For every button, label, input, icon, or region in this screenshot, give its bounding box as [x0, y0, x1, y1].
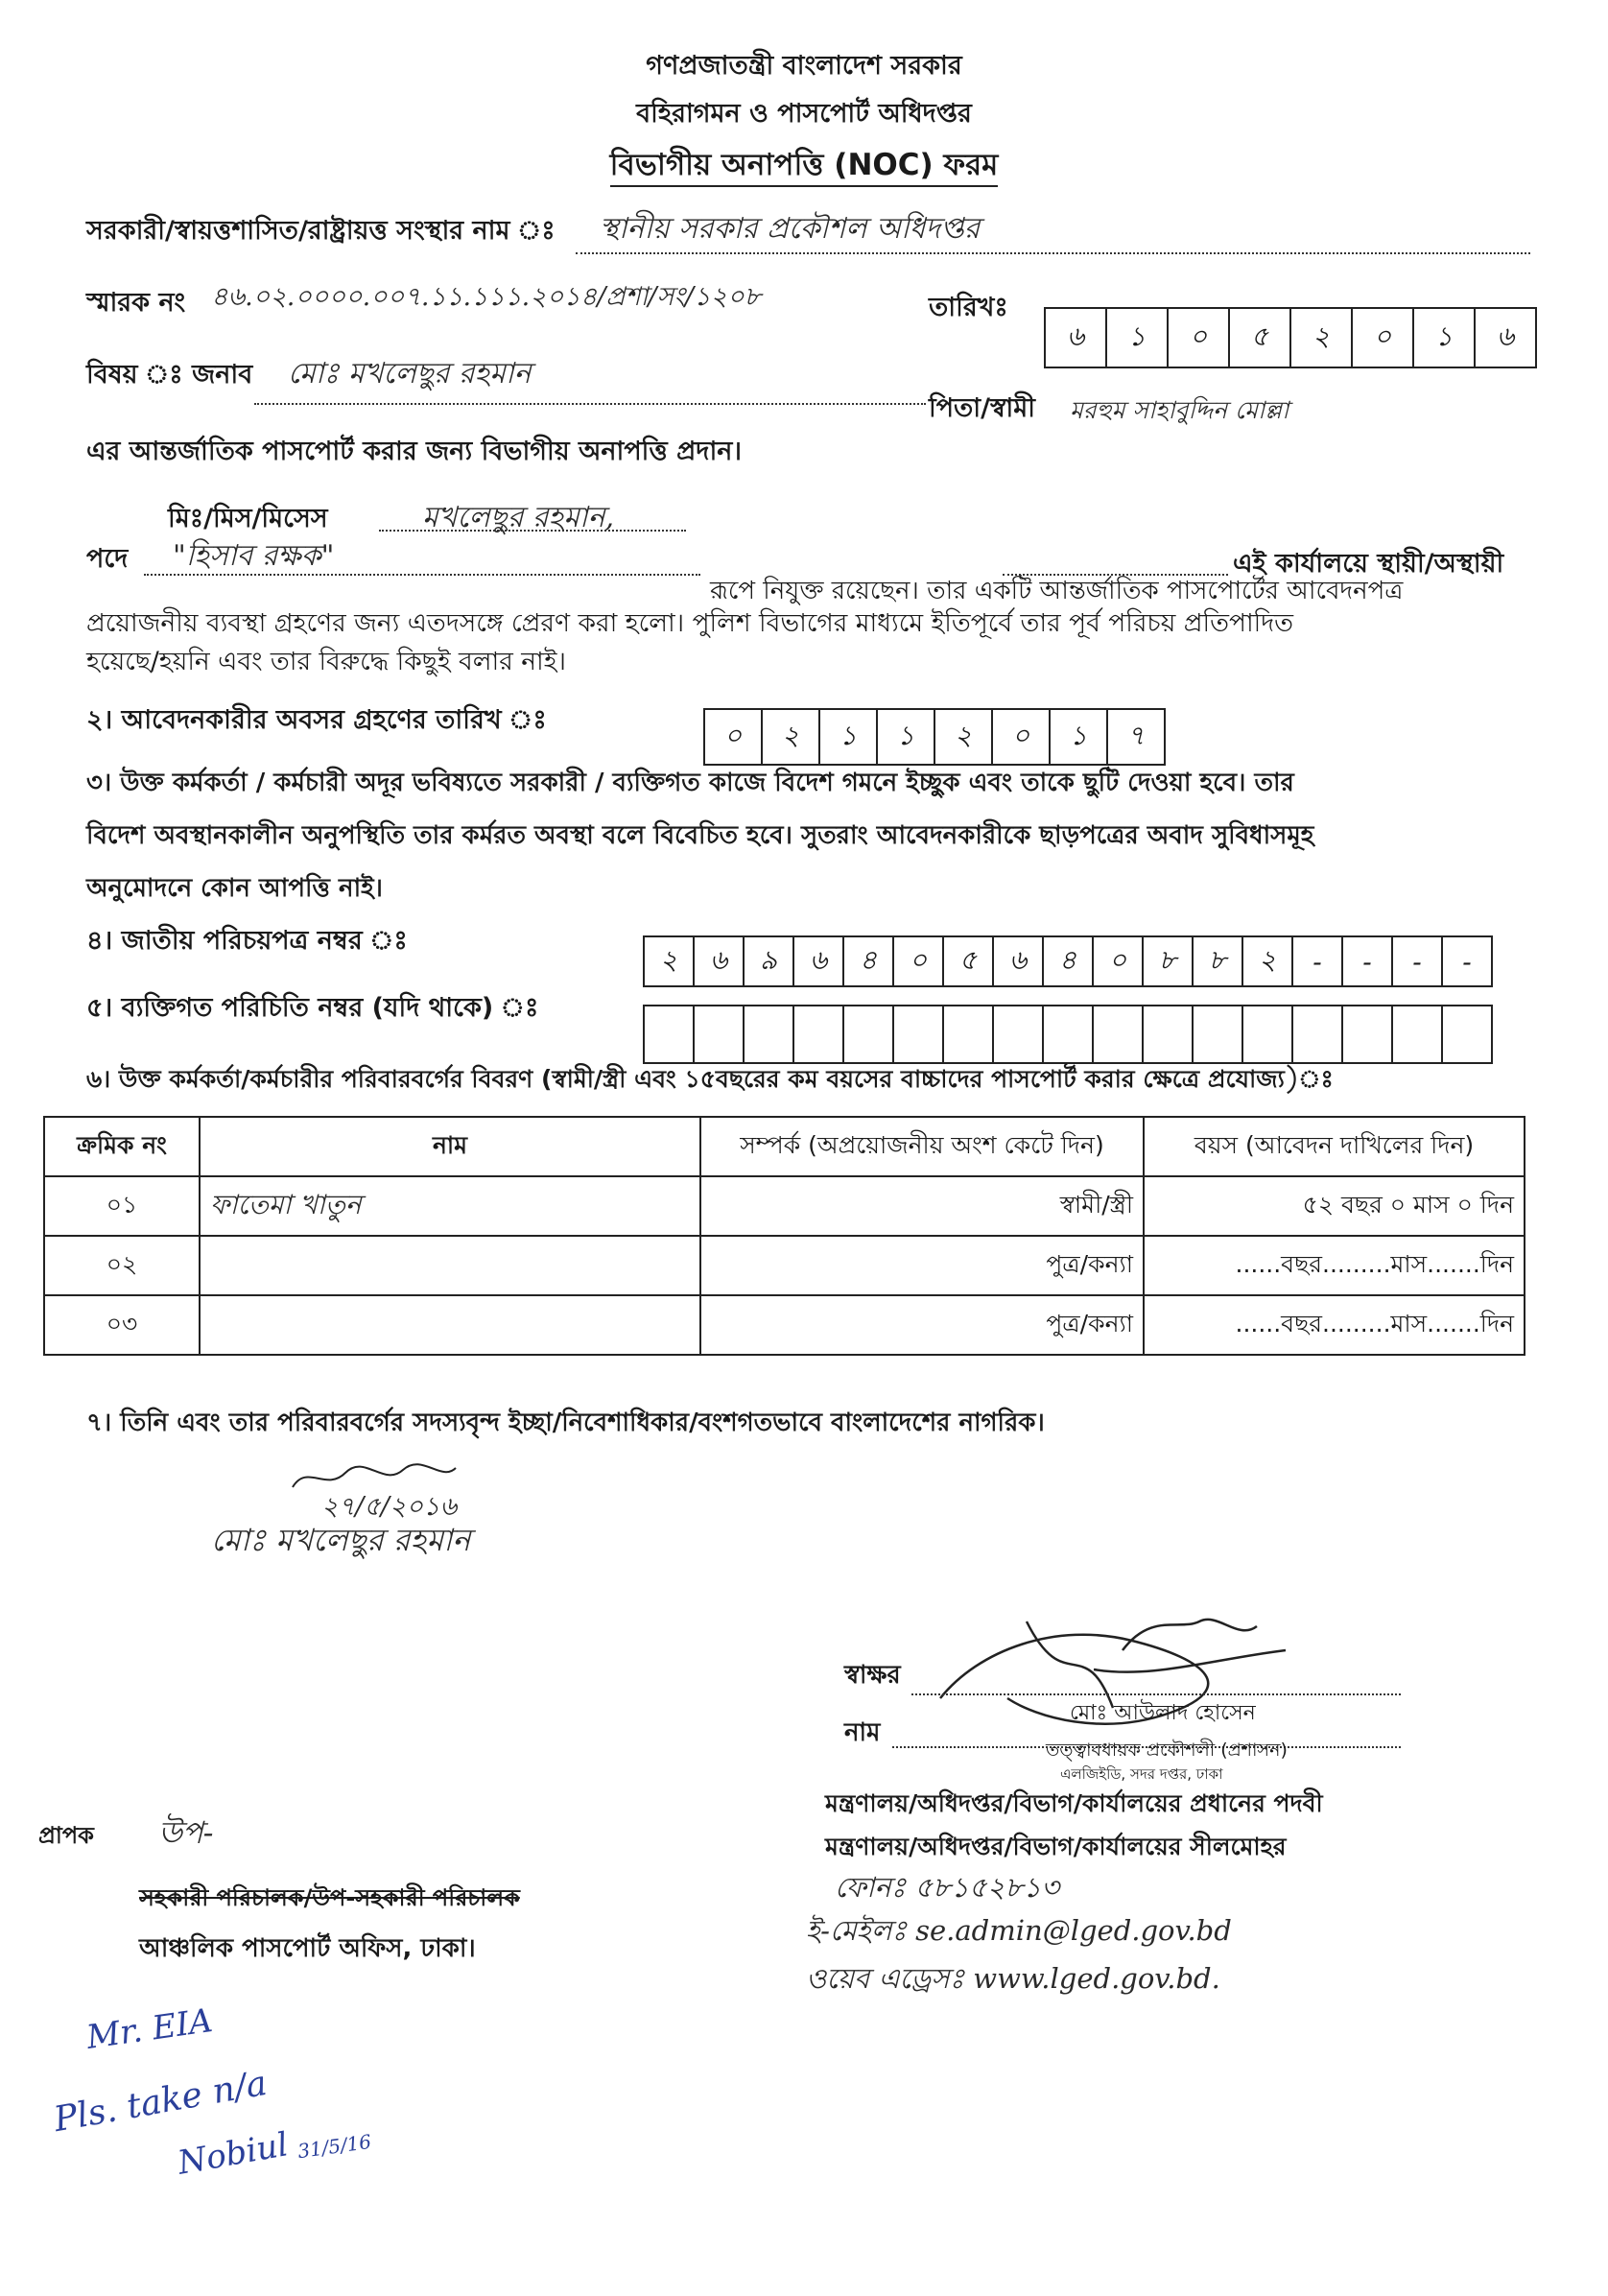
personal-id-digit [643, 1005, 695, 1064]
date-digit: ৫ [1228, 307, 1291, 368]
personal-id-digit [1291, 1005, 1343, 1064]
personal-id-digit [892, 1005, 944, 1064]
personal-id-digit [1391, 1005, 1443, 1064]
head-designation-label: মন্ত্রণালয়/অধিদপ্তর/বিভাগ/কার্যালয়ের প্রধানের পদবী [825, 1789, 1323, 1817]
recipient-office: আঞ্চলিক পাসপোর্ট অফিস, ঢাকা। [139, 1934, 476, 1963]
family-table [43, 1116, 1525, 1356]
personal-id-digit [1092, 1005, 1144, 1064]
citizenship-text: ৭। তিনি এবং তার পরিবারবর্গের সদস্যবৃন্দ ইচ্ছা/নিবেশাধিকার/বংশগতভাবে বাংলাদেশের নাগরিক। [86, 1408, 1045, 1437]
para1-line2: প্রয়োজনীয় ব্যবস্থা গ্রহণের জন্য এতদসঙ্গে প্রেরণ করা হলো। পুলিশ বিভাগের মাধ্যমে ইতিপূর্বে তার পূর্ব পরিচয় প্রতিপাদিত [86, 608, 1294, 638]
nid-digit: ৮ [1142, 935, 1194, 987]
nid-digit: ০ [892, 935, 944, 987]
applicant-name: মোঃ মখলেছুর রহমান [211, 1522, 471, 1558]
header-relation: সম্পর্ক (অপ্রয়োজনীয় অংশ কেটে দিন) [700, 1117, 1144, 1176]
nid-digit: ৪ [842, 935, 894, 987]
retirement-digit: ১ [876, 708, 935, 766]
form-title [0, 142, 1608, 192]
annotation-line1: Mr. EIA [83, 2001, 215, 2057]
personal-id-digit [1341, 1005, 1393, 1064]
recipient-handwritten: উপ- [158, 1814, 214, 1851]
personal-id-digit [942, 1005, 994, 1064]
officer-office: এলজিইডি, সদর দপ্তর, ঢাকা [1060, 1765, 1223, 1783]
office-website: ওয়েব এড্রেসঃ www.lged.gov.bd. [806, 1962, 1220, 1995]
org-label: সরকারী/স্বায়ত্তশাসিত/রাষ্ট্রায়ত্ত সংস্থার নাম ঃ [86, 216, 556, 246]
office-phone: ফোনঃ ৫৮১৫২৮১৩ [835, 1871, 1059, 1904]
retirement-digit: ১ [818, 708, 878, 766]
subject-dotline [254, 403, 926, 405]
nid-boxes [645, 935, 1493, 987]
nid-digit: ০ [1092, 935, 1144, 987]
form-title-text: বিভাগীয় অনাপত্তি (NOC) ফরম [610, 148, 999, 187]
row-serial: ০১ [44, 1176, 200, 1236]
personal-id-boxes [645, 1005, 1493, 1064]
recipient-designation: সহকারী পরিচালক/উপ-সহকারী পরিচালক [139, 1884, 520, 1911]
nid-digit: - [1391, 935, 1443, 987]
nid-digit: ৯ [743, 935, 794, 987]
retirement-digit: ২ [761, 708, 820, 766]
personal-id-digit [743, 1005, 794, 1064]
subject-value: মোঃ মখলেছুর রহমান [288, 357, 532, 391]
nid-digit: ৮ [1192, 935, 1243, 987]
nid-digit: ২ [1241, 935, 1293, 987]
gov-heading: গণপ্রজাতন্ত্রী বাংলাদেশ সরকার [646, 51, 962, 81]
officer-designation: তত্ত্বাবধায়ক প্রকৌশলী (প্রশাসন) [1046, 1740, 1288, 1761]
para1-line3: হয়েছে/হয়নি এবং তার বিরুদ্ধে কিছুই বলার নাই। [86, 647, 566, 676]
header-age: বয়স (আবেদন দাখিলের দিন) [1144, 1117, 1525, 1176]
table-row [44, 1236, 1525, 1295]
personal-id-digit [1241, 1005, 1293, 1064]
personal-id-label: ৫। ব্যক্তিগত পরিচিতি নম্বর (যদি থাকে) ঃ [86, 993, 539, 1023]
retirement-label: ২। আবেদনকারীর অবসর গ্রহণের তারিখ ঃ [86, 705, 547, 735]
nid-digit: - [1341, 935, 1393, 987]
personal-id-digit [1042, 1005, 1094, 1064]
row-relation: পুত্র/কন্যা [700, 1236, 1144, 1295]
row-relation: পুত্র/কন্যা [700, 1295, 1144, 1355]
post-dotline [144, 574, 700, 576]
office-dotline [1003, 574, 1228, 576]
personal-id-digit [693, 1005, 745, 1064]
memo-value: ৪৬.০২.০০০০.০০৭.১১.১১১.২০১৪/প্রশা/সং/১২০৮ [211, 282, 762, 312]
date-digit: ০ [1351, 307, 1414, 368]
nid-digit: ৬ [693, 935, 745, 987]
row-age: ......বছর.........মাস.......দিন [1144, 1295, 1525, 1355]
nid-digit: ৬ [992, 935, 1044, 987]
family-table-header [44, 1117, 1525, 1176]
section3-line2: বিদেশ অবস্থানকালীন অনুপস্থিতি তার কর্মরত অবস্থা বলে বিবেচিত হবে। সুতরাং আবেদনকারীকে ছাড়পত্রের অবাদ সুবিধাসমূহ [86, 821, 1314, 850]
row-name [200, 1295, 700, 1355]
date-digit: ৬ [1474, 307, 1537, 368]
date-digit: ৬ [1044, 307, 1107, 368]
section3-line1: ৩। উক্ত কর্মকর্তা / কর্মচারী অদূর ভবিষ্যতে সরকারী / ব্যক্তিগত কাজে বিদেশ গমনে ইচ্ছুক এবং তাকে ছুটি দেওয়া হবে। তার [86, 769, 1294, 797]
date-label: তারিখঃ [929, 293, 1008, 322]
mr-dotline [379, 530, 686, 532]
header-serial: ক্রমিক নং [44, 1117, 200, 1176]
table-row [44, 1176, 1525, 1236]
org-value: স্থানীয় সরকার প্রকৌশল অধিদপ্তর [600, 212, 981, 246]
annotation-date: 31/5/16 [296, 2129, 373, 2164]
personal-id-digit [1142, 1005, 1194, 1064]
father-value: মরহুম সাহাবুদ্দিন মোল্লা [1070, 396, 1289, 424]
row-age: ৫২ বছর ০ মাস ০ দিন [1144, 1176, 1525, 1236]
retirement-digit: ৭ [1106, 708, 1166, 766]
row-name [200, 1236, 700, 1295]
personal-id-digit [792, 1005, 844, 1064]
personal-id-digit [842, 1005, 894, 1064]
personal-id-digit [992, 1005, 1044, 1064]
personal-id-digit [1192, 1005, 1243, 1064]
org-dotline [576, 252, 1530, 254]
nid-label: ৪। জাতীয় পরিচয়পত্র নম্বর ঃ [86, 926, 408, 956]
appointed-text: রূপে নিযুক্ত রয়েছেন। তার একটি আন্তর্জাতিক পাসপোর্টের আবেদনপত্র [710, 577, 1404, 605]
purpose-text: এর আন্তর্জাতিক পাসপোর্ট করার জন্য বিভাগীয় অনাপত্তি প্রদান। [86, 437, 743, 466]
nid-digit: ৪ [1042, 935, 1094, 987]
row-serial: ০২ [44, 1236, 200, 1295]
nid-digit: - [1441, 935, 1493, 987]
sign-label: স্বাক্ষর [844, 1661, 901, 1690]
date-digit: ২ [1289, 307, 1353, 368]
nid-digit: ৫ [942, 935, 994, 987]
applicant-date: ২৭/৫/২০১৬ [321, 1492, 458, 1522]
annotation-sig: Nobiul [175, 2125, 292, 2183]
officer-name: মোঃ আউলাদ হোসেন [1070, 1701, 1256, 1725]
row-name: ফাতেমা খাতুন [200, 1176, 700, 1236]
retirement-date-boxes [705, 708, 1166, 766]
row-relation: স্বামী/স্ত্রী [700, 1176, 1144, 1236]
annotation-line2: Pls. take n/a [51, 2063, 271, 2141]
section3-line3: অনুমোদনে কোন আপত্তি নাই। [86, 874, 383, 903]
office-email: ই-মেইলঃ se.admin@lged.gov.bd [806, 1914, 1232, 1947]
seal-label: মন্ত্রণালয়/অধিদপ্তর/বিভাগ/কার্যালয়ের সীলমোহর [825, 1833, 1287, 1860]
recipient-label: প্রাপক [38, 1822, 94, 1849]
office-text: এই কার্যালয়ে স্থায়ী/অস্থায়ী [1233, 549, 1504, 579]
subject-label: বিষয় ঃ জনাব [86, 360, 253, 390]
department-heading: বহিরাগমন ও পাসপোর্ট অধিদপ্তর [636, 99, 972, 129]
sign-dotline [911, 1693, 1401, 1695]
retirement-digit: ১ [1049, 708, 1108, 766]
row-age: ......বছর.........মাস.......দিন [1144, 1236, 1525, 1295]
memo-label: স্মারক নং [86, 288, 186, 318]
personal-id-digit [1441, 1005, 1493, 1064]
post-value: "হিসাব রক্ষক" [173, 539, 335, 573]
date-digit: ০ [1167, 307, 1230, 368]
date-digit: ১ [1105, 307, 1169, 368]
mr-value: মখলেছুর রহমান, [422, 501, 615, 534]
table-row [44, 1295, 1525, 1355]
date-boxes [1046, 307, 1537, 368]
family-label: ৬। উক্ত কর্মকর্তা/কর্মচারীর পরিবারবর্গের বিবরণ (স্বামী/স্ত্রী এবং ১৫বছরের কম বয়সের বাচ্চাদের পাসপোর্ট করার ক্ষেত্রে প্রযোজ্য)ঃ [86, 1065, 1334, 1093]
nid-digit: ৬ [792, 935, 844, 987]
retirement-digit: ০ [703, 708, 763, 766]
name-label: নাম [844, 1718, 881, 1747]
retirement-digit: ০ [991, 708, 1051, 766]
father-label: পিতা/স্বামী [929, 393, 1035, 423]
row-serial: ০৩ [44, 1295, 200, 1355]
retirement-digit: ২ [934, 708, 993, 766]
date-digit: ১ [1412, 307, 1476, 368]
mr-label: মিঃ/মিস/মিসেস [168, 504, 328, 533]
nid-digit: ২ [643, 935, 695, 987]
post-label: পদে [86, 544, 129, 574]
header-name: নাম [200, 1117, 700, 1176]
nid-digit: - [1291, 935, 1343, 987]
